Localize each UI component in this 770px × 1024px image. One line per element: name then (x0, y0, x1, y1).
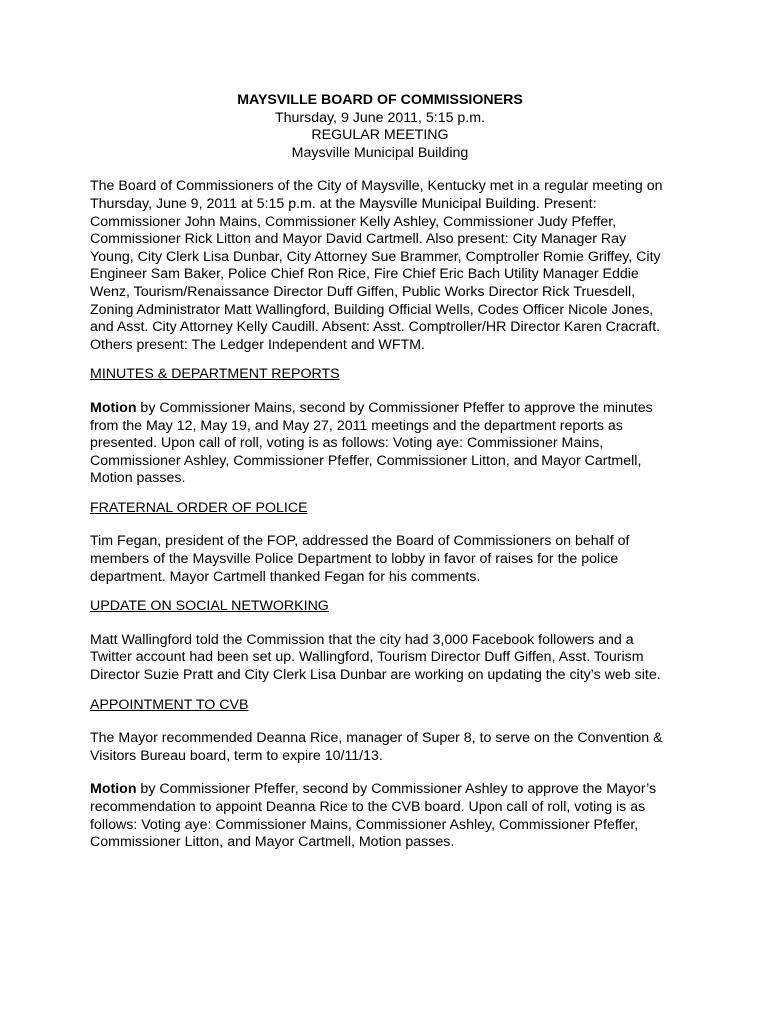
section-heading-fop: FRATERNAL ORDER OF POLICE (90, 499, 308, 516)
section-heading-social: UPDATE ON SOCIAL NETWORKING (90, 598, 329, 615)
cvb-paragraph: The Mayor recommended Deanna Rice, manager of Super 8, to serve on the Convention & Visitors Bureau board, term to expire 10/11/13. (90, 730, 663, 764)
minutes-motion-paragraph (90, 400, 670, 488)
meeting-location: Maysville Municipal Building (291, 144, 469, 161)
fop-paragraph: Tim Fegan, president of the FOP, addressed the Board of Commissioners on behalf of members of the Maysville Police Department to lobby in favor of raises for the police department. Mayor Cartmell thanked Fegan for his comments. (90, 533, 630, 585)
section-heading-cvb: APPOINTMENT TO CVB (90, 696, 249, 713)
motion-text: by Commissioner Mains, second by Commissioner Pfeffer to approve the minutes from the May 12, May 19, and May 27, 2011 meetings and the department reports as presented. Upon call of roll, voting is as follows: Voting aye: Commissioner Mains, Commissioner Ashley, Commissioner Pfeffer, Commissioner Litton, and Mayor Cartmell, Motion passes. (90, 399, 653, 487)
motion-text: by Commissioner Pfeffer, second by Commissioner Ashley to approve the Mayor’s recommendation to appoint Deanna Rice to the CVB board. Upon call of roll, voting is as follows: Voting aye: Commissioner Mains, Commissioner Ashley, Commissioner Pfeffer, Commissioner Litton, and Mayor Cartmell, Motion passes. (90, 781, 657, 851)
cvb-motion-paragraph (90, 781, 670, 851)
document-title: MAYSVILLE BOARD OF COMMISSIONERS (237, 92, 523, 108)
social-paragraph: Matt Wallingford told the Commission that the city had 3,000 Facebook followers and a Twitter account had been set up. Wallingford, Tourism Director Duff Giffen, Asst. Tourism Director Suzie Pratt and City Clerk Lisa Dunbar are working on updating the city’s web site. (90, 631, 661, 684)
motion-label: Motion (90, 781, 137, 798)
document-header (90, 92, 670, 162)
intro-paragraph: The Board of Commissioners of the City of Maysville, Kentucky met in a regular meeting on Thursday, June 9, 2011 at 5:15 p.m. at the Maysville Municipal Building. Present: Commissioner John Mains, Commissioner Kelly Ashley, Commissioner Judy Pfeffer, Commissioner Rick Litton and Mayor David Cartmell. Also present: City Manager Ray Young, City Clerk Lisa Dunbar, City Attorney Sue Brammer, Comptroller Romie Griffey, City Engineer Sam Baker, Police Chief Ron Rice, Fire Chief Eric Bach Utility Manager Eddie Wenz, Tourism/Renaissance Director Duff Giffen, Public Works Director Rick Truesdell, Zoning Administrator Matt Wallingford, Building Official Wells, Codes Officer Nicole Jones, and Asst. City Attorney Kelly Caudill. Absent: Asst. Comptroller/HR Director Karen Cracraft. Others present: The Ledger Independent and WFTM. (90, 178, 663, 353)
section-heading-minutes: MINUTES & DEPARTMENT REPORTS (90, 366, 340, 383)
meeting-type: REGULAR MEETING (311, 127, 449, 144)
meeting-date: Thursday, 9 June 2011, 5:15 p.m. (274, 109, 486, 126)
motion-label: Motion (90, 399, 137, 416)
